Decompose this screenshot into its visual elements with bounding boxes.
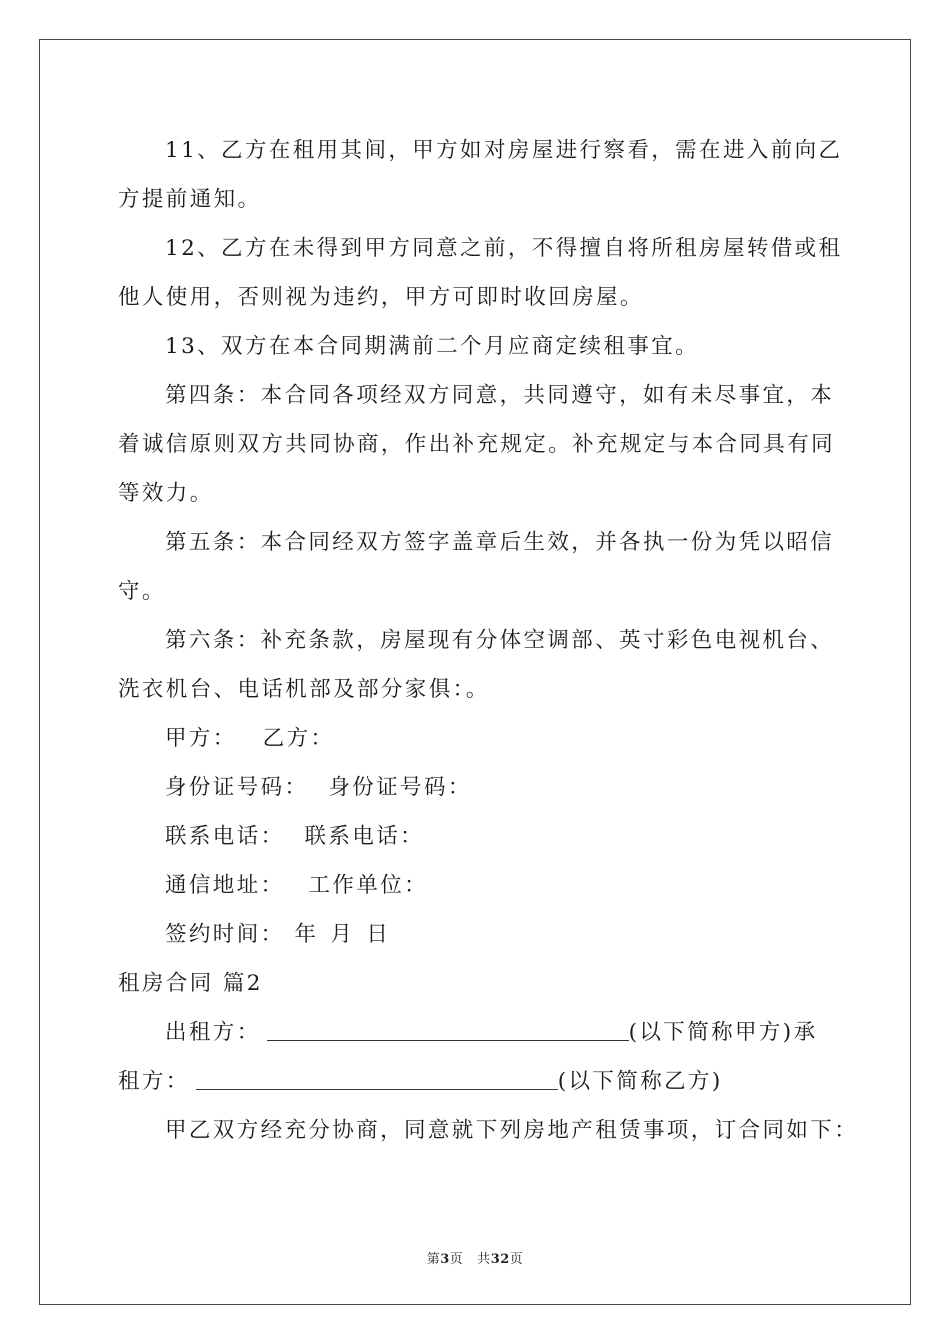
lessee-label: 租方： <box>118 1069 190 1094</box>
id-number-a-label: 身份证号码： <box>165 775 309 800</box>
article-4-line-1: 第四条：本合同各项经双方同意，共同遵守，如有未尽事宜，本 <box>165 383 835 408</box>
article-5-line-1: 第五条：本合同经双方签字盖章后生效，并各执一份为凭以昭信 <box>165 530 835 555</box>
total-page-count: 32 <box>490 1252 510 1267</box>
footer-total-unit: 页 <box>509 1252 524 1267</box>
clause-12-line-1: 12、乙方在未得到甲方同意之前，不得擅自将所租房屋转借或租 <box>165 236 843 261</box>
clause-11-line-2: 方提前通知。 <box>118 187 262 212</box>
footer-page-prefix: 第 <box>426 1252 441 1267</box>
lessor-blank[interactable] <box>267 1020 629 1041</box>
lessee-line <box>118 1067 723 1097</box>
month-label: 月 <box>330 922 355 947</box>
signature-address-row <box>165 871 428 901</box>
clause-12-line-2: 他人使用，否则视为违约，甲方可即时收回房屋。 <box>118 285 644 310</box>
current-page-number: 3 <box>440 1252 450 1267</box>
year-label: 年 <box>294 922 319 947</box>
footer-total-prefix: 共 <box>477 1252 491 1267</box>
article-6-line-1: 第六条：补充条款，房屋现有分体空调部、英寸彩色电视机台、 <box>165 628 835 653</box>
lessee-blank[interactable] <box>196 1069 558 1090</box>
sign-time-label: 签约时间： <box>165 922 285 947</box>
address-label: 通信地址： <box>165 873 285 898</box>
day-label: 日 <box>366 922 391 947</box>
phone-a-label: 联系电话： <box>165 824 285 849</box>
party-a-label: 甲方： <box>165 726 237 751</box>
section-2-heading: 租房合同 篇2 <box>118 971 263 996</box>
id-number-b-label: 身份证号码： <box>328 775 472 800</box>
page-footer <box>0 1248 950 1267</box>
article-4-line-3: 等效力。 <box>118 481 214 506</box>
lessor-label: 出租方： <box>165 1020 261 1045</box>
footer-page-unit: 页 <box>449 1252 464 1267</box>
lessee-suffix: (以下简称乙方) <box>557 1069 723 1094</box>
lessor-suffix: (以下简称甲方)承 <box>628 1020 818 1045</box>
agreement-intro: 甲乙双方经充分协商，同意就下列房地产租赁事项，订合同如下： <box>165 1118 859 1143</box>
signature-id-numbers <box>165 773 472 803</box>
sign-date-row <box>165 920 390 950</box>
signature-phones <box>165 822 424 852</box>
phone-b-label: 联系电话： <box>304 824 425 849</box>
lessor-line <box>165 1018 818 1048</box>
clause-11-line-1: 11、乙方在租用其间，甲方如对房屋进行察看，需在进入前向乙 <box>165 138 843 163</box>
clause-13-line-1: 13、双方在本合同期满前二个月应商定续租事宜。 <box>165 334 700 359</box>
workplace-label: 工作单位： <box>308 873 429 898</box>
article-5-line-2: 守。 <box>118 579 166 604</box>
party-b-label: 乙方： <box>262 726 335 751</box>
signature-parties <box>165 724 334 754</box>
article-4-line-2: 着诚信原则双方共同协商，作出补充规定。补充规定与本合同具有同 <box>118 432 836 457</box>
article-6-line-2: 洗衣机台、电话机部及部分家俱：。 <box>118 677 490 702</box>
